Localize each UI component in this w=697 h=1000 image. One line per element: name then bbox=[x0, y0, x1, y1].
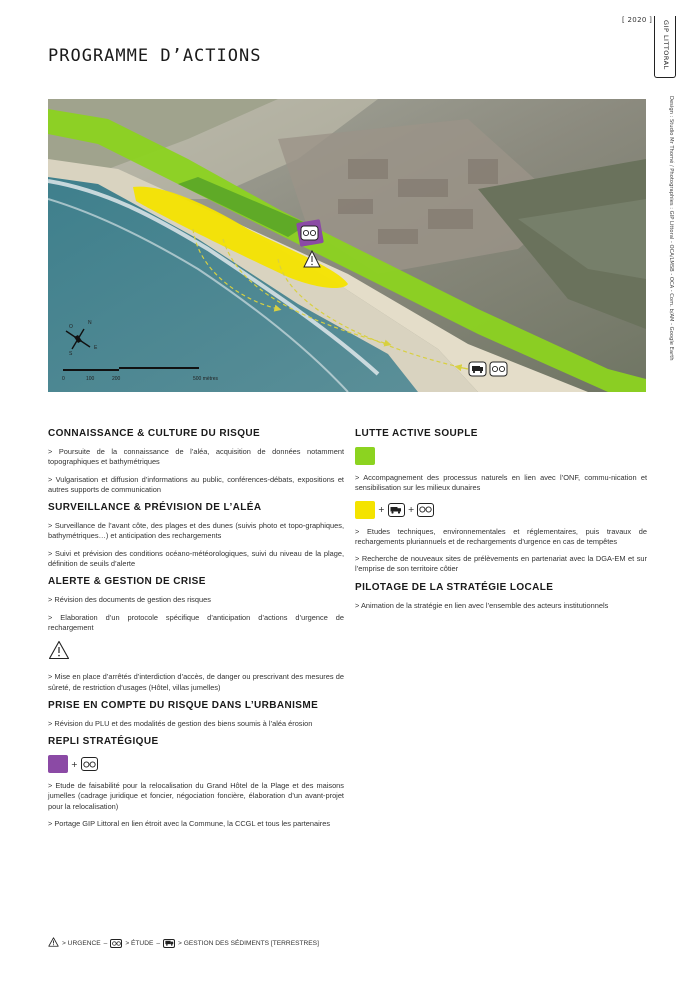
list-item: > Animation de la stratégie en lien avec l’ensemble des acteurs institutionnels bbox=[355, 600, 609, 610]
list-item: > Vulgarisation et diffusion d’informations au public, conférences-débats, expositions et autres supports de communication bbox=[48, 474, 344, 494]
left-column bbox=[48, 428, 344, 836]
green-swatch bbox=[355, 447, 375, 465]
legend bbox=[48, 937, 319, 949]
scale-200: 200 bbox=[112, 376, 121, 382]
warning-icon bbox=[48, 937, 59, 949]
compass-e: N bbox=[88, 320, 92, 326]
side-tab-label: GIP LITTORAL bbox=[662, 20, 670, 70]
green-row bbox=[355, 447, 647, 465]
purple-swatch bbox=[48, 755, 68, 773]
legend-separator: – bbox=[103, 939, 108, 947]
truck-icon bbox=[388, 503, 405, 517]
plus-sign: + bbox=[407, 505, 415, 515]
glasses-icon bbox=[417, 503, 434, 517]
section-title: SURVEILLANCE & PRÉVISION DE L’ALÉA bbox=[48, 502, 262, 514]
section-title: CONNAISSANCE & CULTURE DU RISQUE bbox=[48, 428, 261, 439]
scale-100: 100 bbox=[86, 376, 95, 382]
list-item: > Révision des documents de gestion des risques bbox=[48, 595, 211, 605]
list-item: > Recherche de nouveaux sites de prélèvements en partenariat avec la DGA-EM et sur l’emprise de son territoire côtier bbox=[355, 554, 647, 574]
section-surveillance bbox=[48, 502, 344, 569]
list-item: > Surveillance de l’avant côte, des plages et des dunes (suivis photo et topo-graphiques, bathymétriques…) et anticipation des rechargements bbox=[48, 521, 344, 541]
scale-0: 0 bbox=[62, 376, 65, 382]
section-title: LUTTE ACTIVE SOUPLE bbox=[355, 428, 478, 439]
legend-gestion: > GESTION DES SÉDIMENTS [TERRESTRES] bbox=[178, 939, 319, 947]
section-urbanisme bbox=[48, 700, 344, 729]
legend-etude: > ÉTUDE bbox=[125, 939, 154, 947]
section-pilotage bbox=[355, 582, 647, 611]
glasses-icon bbox=[110, 939, 122, 948]
right-column bbox=[355, 428, 647, 618]
photo-credits: Design : Studio Mr Thomé / Photographies : GIP Littoral - OCA/LMSB - OCA - Com. b/AM - Google Earth bbox=[668, 96, 674, 361]
legend-separator: – bbox=[156, 939, 161, 947]
section-repli bbox=[48, 736, 344, 829]
section-lutte-active bbox=[355, 428, 647, 575]
legend-urgence: > URGENCE bbox=[62, 939, 101, 947]
truck-icon bbox=[163, 939, 175, 948]
compass-s: E bbox=[94, 345, 98, 351]
list-item: > Mise en place d’arrêtés d’interdiction d’accès, de danger ou prescrivant des mesures de sûreté, de restriction d’usages (Hôtel, villas jumelles) bbox=[48, 672, 344, 692]
plus-sign: + bbox=[71, 759, 78, 769]
yellow-swatch bbox=[355, 501, 375, 519]
year-label: [ 2020 ] bbox=[622, 16, 653, 24]
scale-500: 500 mètres bbox=[193, 376, 219, 382]
list-item: > Accompagnement des processus naturels en lien avec l’ONF, commu-nication et sensibilisation sur les milieux dunaires bbox=[355, 473, 647, 493]
compass-o: S bbox=[69, 351, 73, 357]
plus-sign: + bbox=[378, 505, 385, 515]
compass-n: O bbox=[69, 324, 73, 330]
list-item: > Etude de faisabilité pour la relocalisation du Grand Hôtel de la Plage et des maisons jumelles (cadrage juridique et foncier, négociation foncière, élaboration d’un avant-projet pour la relocalisation) bbox=[48, 781, 344, 811]
list-item: > Portage GIP Littoral en lien étroit avec la Commune, la CCGL et tous les partenaires bbox=[48, 819, 331, 829]
list-item: > Suivi et prévision des conditions océano-météorologiques, suivi du niveau de la plage, définition de seuils d’alerte bbox=[48, 548, 344, 569]
warning-icon bbox=[48, 640, 344, 664]
section-title: ALERTE & GESTION DE CRISE bbox=[48, 576, 206, 588]
list-item: > Elaboration d’un protocole spécifique d’anticipation d’actions d’urgence de rechargement bbox=[48, 612, 344, 632]
section-title: PILOTAGE DE LA STRATÉGIE LOCALE bbox=[355, 581, 554, 593]
section-alerte bbox=[48, 576, 344, 692]
section-title: PRISE EN COMPTE DU RISQUE DANS L’URBANISME bbox=[48, 699, 319, 711]
glasses-icon bbox=[81, 757, 98, 771]
aerial-map bbox=[48, 99, 646, 392]
repli-icons bbox=[48, 755, 344, 773]
yellow-row bbox=[355, 501, 647, 519]
list-item: > Poursuite de la connaissance de l’aléa, acquisition de données notamment topographiques et bathymétriques bbox=[48, 447, 344, 467]
list-item: > Révision du PLU et des modalités de gestion des biens soumis à l’aléa érosion bbox=[48, 718, 313, 728]
page-title: PROGRAMME D’ACTIONS bbox=[48, 46, 262, 66]
section-title: REPLI STRATÉGIQUE bbox=[48, 736, 159, 748]
section-connaissance bbox=[48, 428, 344, 495]
list-item: > Etudes techniques, environnementales et réglementaires, puis travaux de rechargements pluriannuels et de rechargements d’urgence en cas de tempêtes bbox=[355, 526, 647, 546]
